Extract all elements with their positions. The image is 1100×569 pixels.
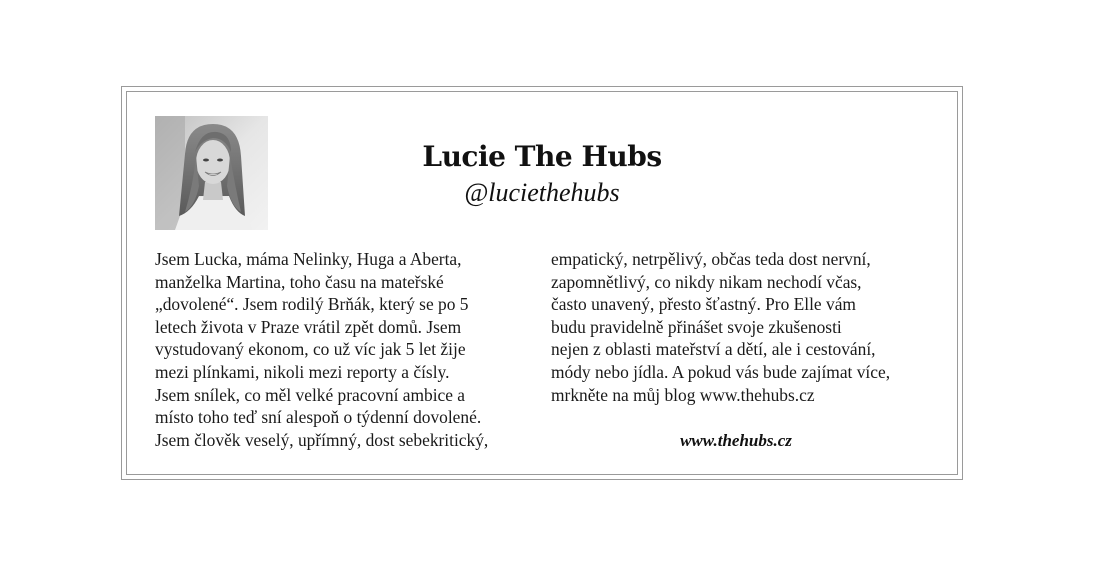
bio-line: manželka Martina, toho času na mateřské [155, 271, 444, 292]
author-name: Lucie The Hubs [422, 140, 662, 173]
profile-photo [155, 116, 268, 230]
bio-line: často unavený, přesto šťastný. Pro Elle vám [551, 294, 856, 315]
author-handle: @luciethehubs [464, 178, 620, 207]
bio-line: letech života v Praze vrátil zpět domů. Jsem [155, 316, 462, 337]
bio-line: nejen z oblasti mateřství a dětí, ale i cestování, [551, 339, 876, 360]
bio-line: místo toho teď sní alespoň o týdenní dovolené. [155, 407, 482, 428]
bio-line: mrkněte na můj blog www.thehubs.cz [551, 384, 815, 405]
bio-line: Jsem Lucka, máma Nelinky, Huga a Aberta, [155, 249, 462, 269]
bio-column-left [155, 248, 488, 451]
bio-line: vystudovaný ekonom, co už víc jak 5 let žije [155, 339, 466, 360]
bio-line: budu pravidelně přinášet svoje zkušenosti [551, 316, 842, 337]
bio-line: módy nebo jídla. A pokud vás bude zajímat více, [551, 361, 891, 382]
bio-column-right [551, 248, 890, 406]
bio-line: zapomnětlivý, co nikdy nikam nechodí včas, [551, 271, 862, 292]
profile-header [392, 138, 692, 210]
bio-line: empatický, netrpělivý, občas teda dost nervní, [551, 249, 871, 269]
website-link[interactable]: www.thehubs.cz [680, 431, 792, 450]
portrait-image [155, 116, 268, 230]
bio-line: Jsem člověk veselý, upřímný, dost sebekritický, [155, 429, 489, 450]
bio-line: mezi plínkami, nikoli mezi reporty a čísly. [155, 361, 450, 382]
bio-line: Jsem snílek, co měl velké pracovní ambice a [155, 384, 466, 405]
bio-line: „dovolené“. Jsem rodilý Brňák, který se po 5 [155, 294, 469, 315]
